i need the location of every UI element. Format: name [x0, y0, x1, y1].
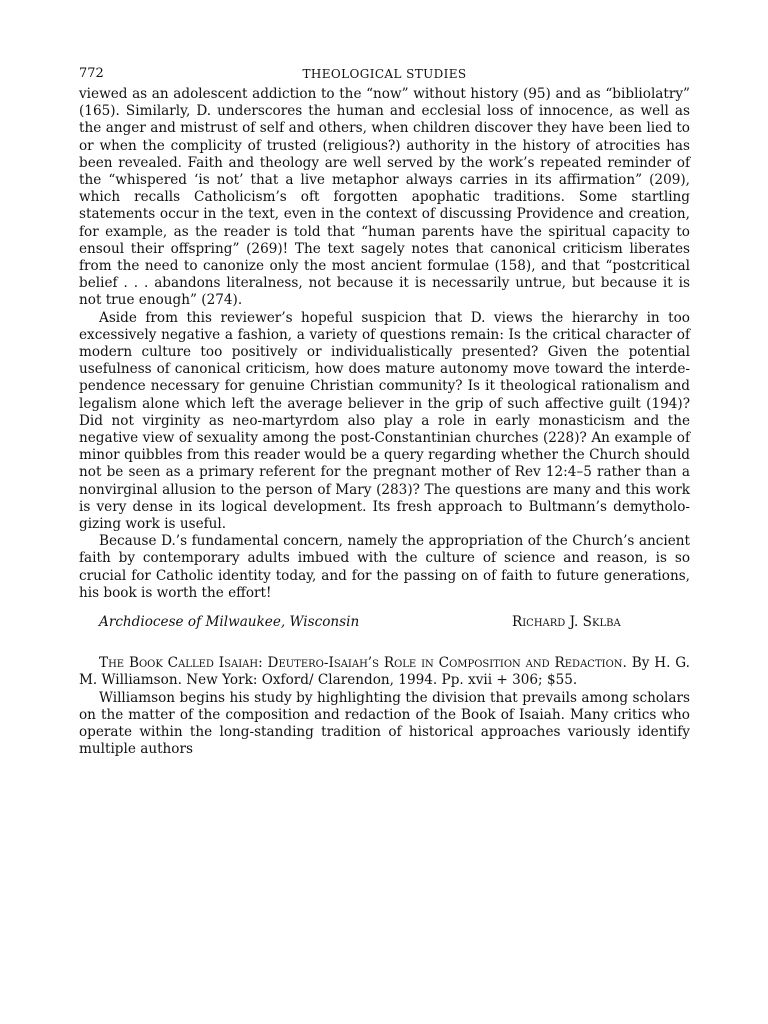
book-title: The Book Called Isaiah: Deutero-Isaiah’s Role in Composition and Redaction.: [99, 655, 627, 672]
paragraph: Aside from this reviewer’s hopeful suspicion that D. views the hierarchy in too excessively negative a fashion, a variety of questions remain: Is the critical character of modern culture too positively or individualistically presented? Given the potential usefulness of canonical criticism, how does mature autonomy move toward the interdependence necessary for genuine Christian community? Is it theological rationalism and legalism alone which left the average believer in the grip of such affective guilt (194)? Did not virginity as neo-martyrdom also play a role in early monasticism and the negative view of sexuality among the post-Constantinian churches (228)? An example of minor quibbles from this reader would be a query regarding whether the Church should not be seen as a primary referent for the pregnant mother of Rev 12:4–5 rather than a nonvirginal allusion to the person of Mary (283)? The questions are many and this work is very dense in its logical development. Its fresh approach to Bultmann’s demythologizing work is useful.: [79, 309, 690, 533]
paragraph: Williamson begins his study by highlighting the division that prevails among scholars on the matter of the composition and redaction of the Book of Isaiah. Many critics who operate within the long-standing tradition of historical approaches variously identify multiple authors: [79, 689, 690, 758]
running-header: [79, 66, 690, 86]
new-review-body: [79, 690, 690, 759]
review-body: [79, 86, 690, 602]
page-number: 772: [79, 66, 104, 81]
book-byline: By H. G. M. Williamson. New York: Oxford/ Clarendon, 1994. Pp. xvii + 306; $55.: [79, 655, 690, 689]
journal-title: THEOLOGICAL STUDIES: [302, 67, 467, 81]
reviewer-name: Richard J. Sklba: [512, 614, 621, 631]
reviewer-signature: [79, 614, 690, 632]
paragraph: Because D.’s fundamental concern, namely the appropriation of the Church’s ancient faith by contemporary adults imbued with the culture of science and reason, is so crucial for Catholic identity today, and for the passing on of faith to future generations, his book is worth the effort!: [79, 533, 690, 601]
page: [79, 66, 690, 758]
paragraph-continued: viewed as an adolescent addiction to the “now” without history (95) and as “bibliolatry” (165). Similarly, D. underscores the human and ecclesial loss of innocence, as well as the anger and mistrust of self and others, when children discover they have been lied to or when the complicity of trusted (religious?) authority in the history of atrocities has been revealed. Faith and theology are well served by the work’s repeated reminder of the “whispered ‘is not’ that a live metaphor always carries in its affirmation” (209), which recalls Catholicism’s oft forgotten apophatic traditions. Some startling statements occur in the text, even in the context of discussing Providence and creation, for example, as the reader is told that “human parents have the spiritual capacity to ensoul their offspring” (269)! The text sagely notes that canonical criticism liberates from the need to canonize only the most ancient formulae (158), and that “postcritical belief . . . abandons literalness, not because it is necessarily untrue, but because it is not true enough” (274).: [79, 86, 690, 309]
book-review-heading: [79, 655, 690, 689]
reviewer-affiliation: Archdiocese of Milwaukee, Wisconsin: [99, 614, 360, 631]
